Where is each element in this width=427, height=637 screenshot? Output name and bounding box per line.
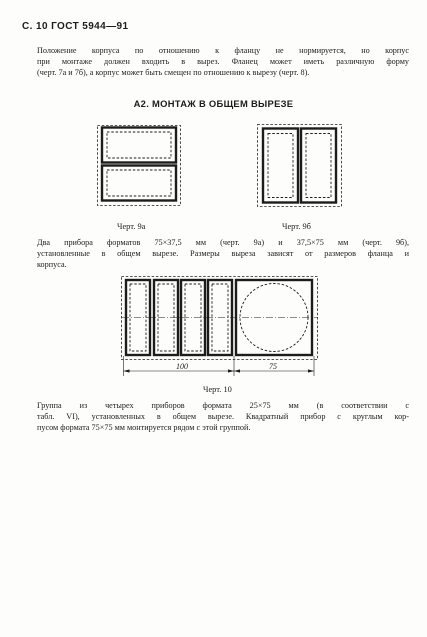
fig9b-device-left-body (268, 134, 293, 198)
fig9a-device-bottom-body (107, 170, 171, 196)
figure-10 (122, 277, 319, 377)
dimension-label-75: 75 (269, 362, 277, 371)
intro-line-1: Положение корпуса по отношению к фланцу не нормируется, но корпус (37, 46, 409, 55)
figure-9b (258, 125, 342, 207)
caption-figure-9b: Черт. 9б (282, 222, 311, 231)
caption-figure-10: Черт. 10 (203, 385, 232, 394)
fig9a-device-top-body (107, 132, 171, 158)
section-title: А2. МОНТАЖ В ОБЩЕМ ВЫРЕЗЕ (133, 98, 294, 109)
para3-line-1: Группа из четырех приборов формата 25×75 мм (в соответствии с (37, 401, 409, 410)
figure-9a (98, 126, 181, 206)
para3-line-2: табл. VI), установленных в общем вырезе. Квадратный прибор с круглым кор- (37, 412, 409, 421)
fig9a-device-bottom (102, 166, 176, 201)
fig9b-cutout-outline (258, 125, 342, 207)
para2-line-3: корпуса. (37, 260, 67, 269)
para2-line-1: Два прибора форматов 75×37,5 мм (черт. 9а) и 37,5×75 мм (черт. 9б), (37, 238, 409, 247)
arrow-left-end (228, 369, 234, 372)
intro-line-3: (черт. 7а и 7б), а корпус может быть смещен по отношению к вырезу (черт. 8). (37, 68, 310, 77)
fig10-round-body (240, 284, 308, 352)
para2-line-2: установленные в общем вырезе. Размеры выреза зависят от размеров фланца и (37, 249, 409, 258)
page-header: С. 10 ГОСТ 5944—91 (22, 21, 129, 32)
fig9a-device-top (102, 128, 176, 163)
arrow-right-start (234, 369, 240, 372)
arrow-left-start (124, 369, 130, 372)
para3-line-3: пусом формата 75×75 мм монтируется рядом с этой группой. (37, 423, 251, 432)
fig9b-device-right-body (306, 134, 331, 198)
dimension-label-100: 100 (176, 362, 188, 371)
caption-figure-9a: Черт. 9а (117, 222, 146, 231)
paragraph-figure-10 (37, 400, 409, 433)
intro-line-2: при монтаже должен входить в вырез. Фланец может иметь различную форму (37, 57, 409, 66)
arrow-right-end (308, 369, 314, 372)
paragraph-figure-9 (37, 237, 409, 270)
